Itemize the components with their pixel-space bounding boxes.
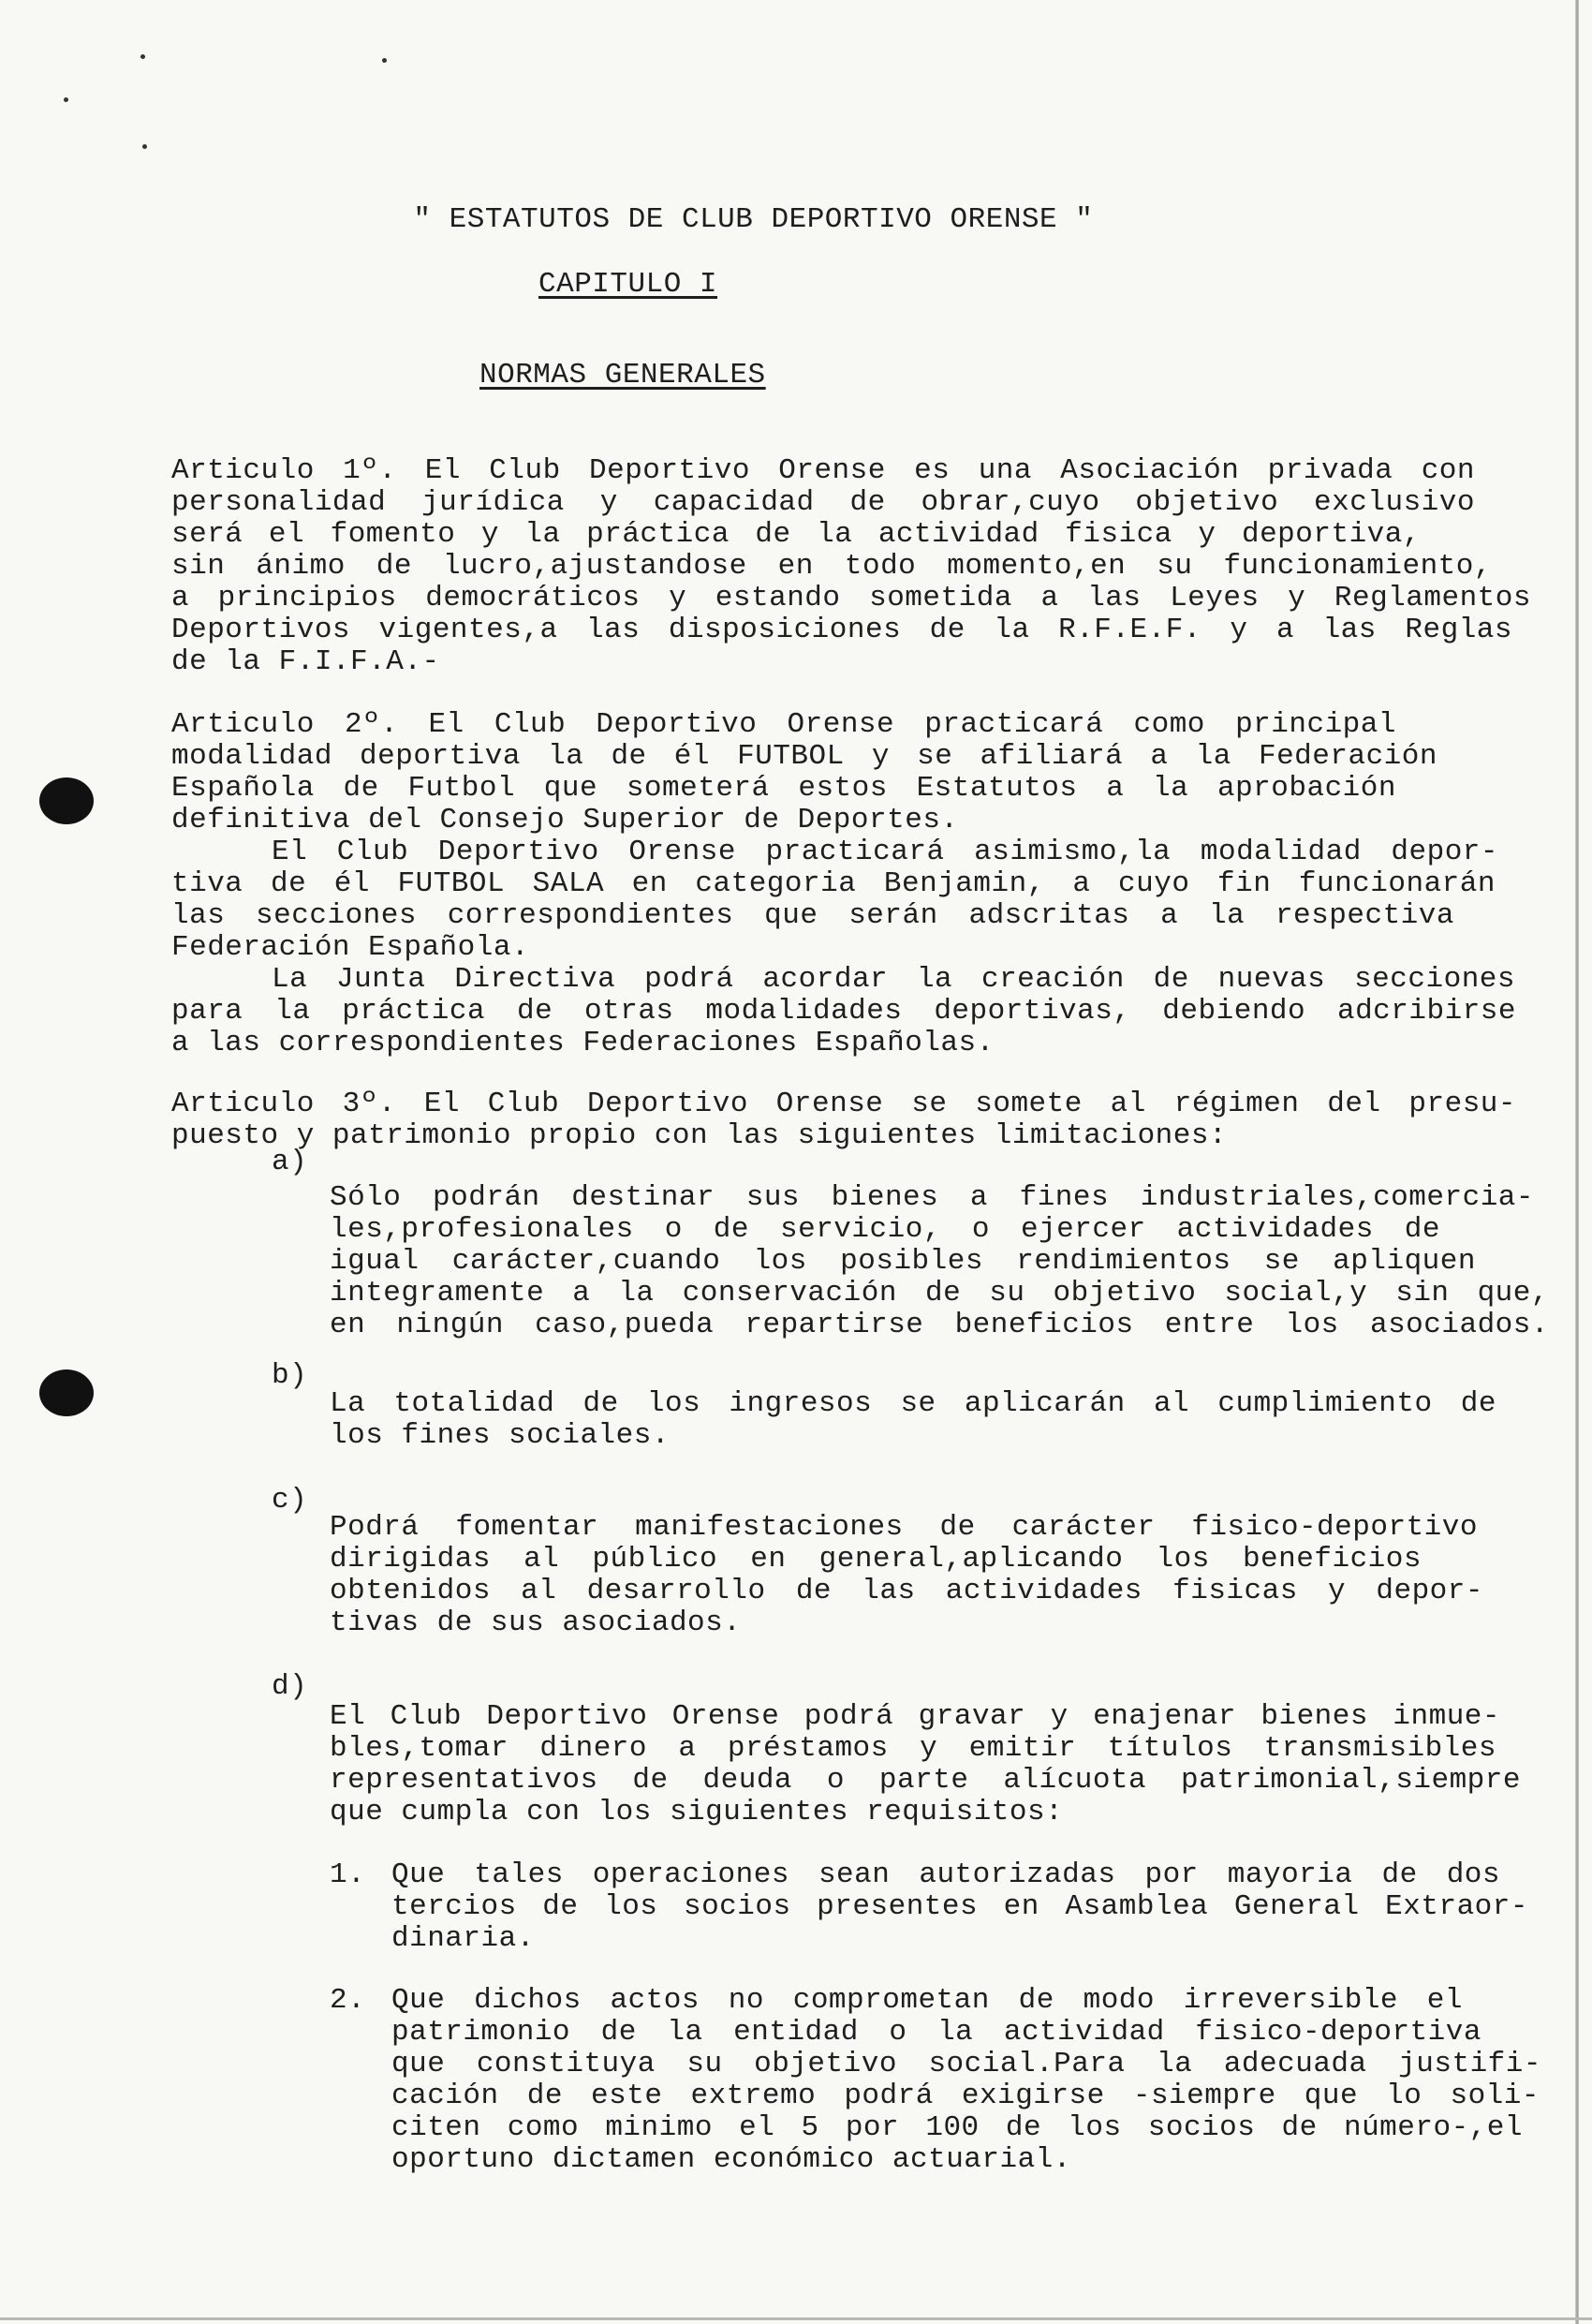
article-1-line: a principios democráticos y estando sometida a las Leyes y Reglamentos	[171, 582, 1531, 614]
article-2-line: Articulo 2º. El Club Deportivo Orense practicará como principal	[171, 708, 1396, 741]
item-a-line: en ningún caso,pueda repartirse beneficios entre los asociados.	[330, 1309, 1549, 1341]
requirement-1-label: 1.	[330, 1858, 366, 1891]
requirement-2-line: citen como minimo el 5 por 100 de los socios de número-,el	[391, 2111, 1523, 2144]
item-a-line: les,profesionales o de servicio, o ejercer actividades de	[330, 1213, 1440, 1246]
article-2-line: las secciones correspondientes que serán adscritas a la respectiva	[171, 899, 1454, 932]
article-1-line: de la F.I.F.A.-	[171, 645, 440, 678]
item-c-line: tivas de sus asociados.	[330, 1606, 742, 1639]
item-a-label: a)	[272, 1146, 308, 1178]
article-1-line: será el fomento y la práctica de la actividad fisica y deportiva,	[171, 518, 1421, 551]
item-a-line: integramente a la conservación de su objetivo social,y sin que,	[330, 1277, 1549, 1310]
item-d-label: d)	[272, 1670, 308, 1703]
requirement-2-line: oportuno dictamen económico actuarial.	[391, 2143, 1071, 2176]
article-2-line: tiva de él FUTBOL SALA en categoria Benjamin, a cuyo fin funcionarán	[171, 867, 1496, 900]
article-2-line: definitiva del Consejo Superior de Deportes.	[171, 804, 959, 836]
item-b-line: La totalidad de los ingresos se aplicarán al cumplimiento de	[330, 1387, 1496, 1420]
article-2-line: Federación Española.	[171, 931, 530, 964]
article-1-line: Deportivos vigentes,a las disposiciones de la R.F.E.F. y a las Reglas	[171, 614, 1512, 646]
item-b-line: los fines sociales.	[330, 1419, 670, 1452]
requirement-1-line: dinaria.	[391, 1922, 535, 1955]
item-c-line: obtenidos al desarrollo de las actividades fisicas y depor-	[330, 1575, 1483, 1607]
document-title: " ESTATUTOS DE CLUB DEPORTIVO ORENSE "	[413, 203, 1094, 236]
section-heading: NORMAS GENERALES	[479, 359, 766, 392]
article-1-line: Articulo 1º. El Club Deportivo Orense es una Asociación privada con	[171, 454, 1475, 487]
paper-speck	[382, 58, 387, 63]
article-1-line: personalidad jurídica y capacidad de obrar,cuyo objetivo exclusivo	[171, 486, 1475, 519]
requirement-1-line: tercios de los socios presentes en Asamblea General Extraor-	[391, 1890, 1528, 1923]
punch-hole-top	[39, 777, 94, 824]
item-a-line: Sólo podrán destinar sus bienes a fines industriales,comercia-	[330, 1181, 1534, 1214]
article-2-line: para la práctica de otras modalidades deportivas, debiendo adcribirse	[171, 995, 1516, 1028]
article-3-line: puesto y patrimonio propio con las siguientes limitaciones:	[171, 1119, 1228, 1152]
requirement-2-line: cación de este extremo podrá exigirse -siempre que lo soli-	[391, 2080, 1540, 2112]
requirement-2-line: Que dichos actos no comprometan de modo irreversible el	[391, 1984, 1463, 2017]
article-2-line: Española de Futbol que someterá estos Estatutos a la aprobación	[171, 772, 1396, 805]
requirement-1-line: Que tales operaciones sean autorizadas por mayoria de dos	[391, 1858, 1500, 1891]
paper-speck	[64, 97, 68, 102]
paper-speck	[140, 54, 145, 59]
item-c-line: Podrá fomentar manifestaciones de carácter fisico-deportivo	[330, 1511, 1478, 1544]
page-edge-bottom	[0, 2317, 1592, 2320]
item-d-line: bles,tomar dinero a préstamos y emitir títulos transmisibles	[330, 1732, 1496, 1765]
article-2-line: La Junta Directiva podrá acordar la creación de nuevas secciones	[272, 963, 1515, 996]
item-b-label: b)	[272, 1359, 308, 1392]
article-1-line: sin ánimo de lucro,ajustandose en todo momento,en su funcionamiento,	[171, 550, 1492, 583]
item-c-line: dirigidas al público en general,aplicando los beneficios	[330, 1543, 1422, 1576]
requirement-2-line: patrimonio de la entidad o la actividad fisico-deportiva	[391, 2016, 1481, 2049]
page-edge-right	[1575, 0, 1579, 2324]
article-2-line: a las correspondientes Federaciones Españolas.	[171, 1027, 995, 1059]
item-d-line: representativos de deuda o parte alícuota patrimonial,siempre	[330, 1764, 1521, 1797]
item-a-line: igual carácter,cuando los posibles rendimientos se apliquen	[330, 1245, 1476, 1278]
item-d-line: El Club Deportivo Orense podrá gravar y enajenar bienes inmue-	[330, 1700, 1500, 1733]
article-2-line: El Club Deportivo Orense practicará asimismo,la modalidad depor-	[272, 836, 1498, 868]
punch-hole-bottom	[39, 1369, 94, 1416]
chapter-heading: CAPITULO I	[538, 268, 718, 301]
requirement-2-label: 2.	[330, 1984, 366, 2017]
article-2-line: modalidad deportiva la de él FUTBOL y se afiliará a la Federación	[171, 740, 1437, 773]
article-3-line: Articulo 3º. El Club Deportivo Orense se somete al régimen del presu-	[171, 1088, 1516, 1120]
requirement-2-line: que constituya su objetivo social.Para la adecuada justifi-	[391, 2048, 1541, 2080]
item-d-line: que cumpla con los siguientes requisitos:	[330, 1796, 1064, 1828]
paper-speck	[142, 144, 147, 149]
item-c-label: c)	[272, 1484, 308, 1517]
